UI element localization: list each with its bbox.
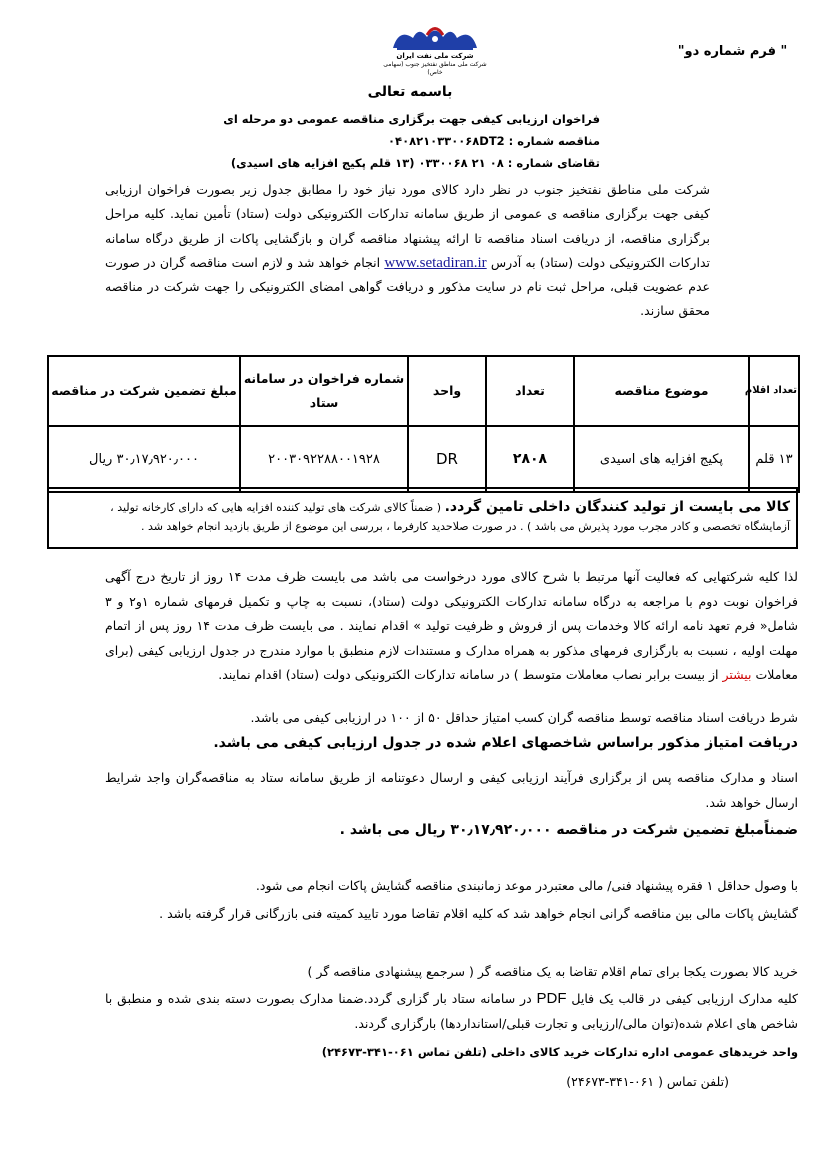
intro-paragraph: [105, 178, 710, 324]
company-logo: [380, 22, 490, 77]
bismillah-heading: باسمه تعالی: [367, 84, 453, 100]
domestic-supply-note: [47, 487, 798, 549]
paragraph-financial-opening: گشایش پاکات مالی بین مناقصه گرانی انجام خواهد شد که کلیه اقلام تقاضا مورد تایید کمیته فنی بازرگانی قرار گرفته باشد .: [159, 906, 798, 921]
cell-count-items: ۱۳ قلم: [749, 426, 799, 492]
table-header-row: [48, 356, 799, 426]
paragraph-opening: با وصول حداقل ۱ فقره پیشنهاد فنی/ مالی معتبردر موعد زمانبندی مناقصه گشایش پاکات انجام می شود.: [255, 878, 798, 893]
logo-company-name: شرکت ملی نفت ایران: [396, 52, 474, 60]
cell-guarantee: ۳۰٫۱۷٫۹۲۰٫۰۰۰ ریال: [48, 426, 240, 492]
nioc-emblem-icon: [389, 22, 481, 52]
cell-call-number: ۲۰۰۳۰۹۲۲۸۸۰۰۱۹۲۸: [240, 426, 408, 492]
paragraph-single-purchase: خرید کالا بصورت یکجا برای تمام اقلام تقاضا به یک مناقصه گر ( سرجمع پیشنهادی مناقصه گر ): [307, 964, 798, 979]
tender-table: [47, 355, 800, 493]
cell-unit: DR: [408, 426, 486, 492]
header-call-number: شماره فراخوان در سامانه ستاد: [240, 356, 408, 426]
paragraph-eligibility: [105, 565, 798, 688]
setadiran-link[interactable]: www.setadiran.ir: [384, 254, 487, 271]
intro-text-part1: شرکت ملی مناطق نفتخیز جنوب در نظر دارد کالای مورد نیاز خود را مطابق جدول زیر بصورت فراخوان ارزیابی کیفی جهت برگزاری مناقصه ی عمومی از طریق سامانه تدارکات الکترونیکی دولت (ستاد) تأمین نماید. کلیه مراحل برگزاری مناقصه، از دریافت اسناد مناقصه تا ارائه پیشنهاد مناقصه گران و بازگشایی پاکات از طریق درگاه سامانه تدارکات الکترونیکی دولت (ستاد) به آدرس: [105, 182, 710, 270]
note-line-1: [50, 499, 790, 516]
header-subject: موضوع مناقصه: [574, 356, 749, 426]
tender-number: مناقصه شماره : ۰۴۰۸۲۱۰۳۳۰۰۶۸DT2: [388, 134, 600, 148]
contact-phone: (تلفن تماس ( ۰۶۱-۳۴۱-۲۴۶۷۳): [566, 1074, 729, 1089]
pdf-label: PDF: [536, 990, 567, 1007]
paragraph-guarantee-amount: ضمناًمبلغ تضمین شرکت در مناقصه ۳۰٫۱۷٫۹۲۰٫۰۰۰ ریال می باشد .: [339, 822, 798, 838]
form-number: " فرم شماره دو": [677, 44, 788, 59]
contact-unit: واحد خریدهای عمومی اداره تدارکات خرید کالای داخلی (تلفن تماس ۰۶۱-۳۴۱-۲۴۶۷۳): [321, 1045, 798, 1059]
note-line1-rest: ( ضمناً کالای شرکت های تولید کننده افزایه هایی که دارای کارخانه تولید ،: [110, 501, 442, 514]
paragraph-min-score: شرط دریافت اسناد مناقصه توسط مناقصه گران کسب امتیاز حداقل ۵۰ از ۱۰۰ در ارزیابی کیفی می باشد.: [250, 710, 798, 725]
paragraph-score-basis: دریافت امتیاز مذکور براساس شاخصهای اعلام شده در جدول ارزیابی کیفی می باشد.: [213, 735, 798, 751]
eligibility-text-b: از بیست برابر نصاب معاملات متوسط ) در سامانه تدارکات الکترونیکی دولت (ستاد) اقدام نمایند.: [218, 667, 719, 682]
cell-quantity: ۲۸۰۸: [486, 426, 574, 492]
request-number: تقاضای شماره : ۰۸ ۲۱ ۰۳۳۰۰۶۸ (۱۳ قلم پکیج افزایه های اسیدی): [230, 156, 600, 170]
paragraph-documents: اسناد و مدارک مناقصه پس از برگزاری فرآیند ارزیابی کیفی و ارسال دعوتنامه از طریق سامانه ستاد به مناقصه‌گران واجد شرایط ارسال خواهد شد.: [105, 770, 798, 810]
logo-subsidiary-name: شرکت ملی مناطق نفتخیز جنوب (سهامی خاص): [383, 61, 487, 76]
pdf-text-b: در سامانه ستاد بار گزاری گردد.ضمنا مدارک بصورت دسته بندی شده و منطبق با شاخص های اعلام شده(توان مالی/ارزیابی و تجارت قبلی/استانداردها) بارگزاری گردند.: [105, 991, 798, 1031]
pdf-text-a: کلیه مدارک ارزیابی کیفی در قالب یک فایل: [571, 991, 798, 1006]
call-title: فراخوان ارزیابی کیفی جهت برگزاری مناقصه عمومی دو مرحله ای: [223, 112, 600, 126]
header-unit: واحد: [408, 356, 486, 426]
note-bold: کالا می بایست از تولید کنندگان داخلی تامین گردد.: [444, 499, 790, 515]
intro-text-part2: انجام خواهد شد و لازم است مناقصه گران در صورت عدم عضویت قبلی، مراحل ثبت نام در سایت مذکور و دریافت گواهی امضای الکترونیکی را جهت شرکت در مناقصه محقق سازند.: [105, 254, 710, 319]
note-line-2: آزمایشگاه تخصصی و کادر مجرب مورد پذیرش می باشد ) . در صورت صلاحدید کارفرما ، بررسی این موضوع از طریق بازدید انجام خواهد شد .: [140, 520, 790, 533]
paragraph-pdf-upload: [105, 987, 798, 1036]
table-row: [48, 426, 799, 492]
cell-subject: پکیج افزایه های اسیدی: [574, 426, 749, 492]
header-quantity: تعداد: [486, 356, 574, 426]
eligibility-highlight: بیشتر: [722, 667, 752, 682]
eligibility-text-a: لذا کلیه شرکتهایی که فعالیت آنها مرتبط با شرح کالای مورد درخواست می باشد می بایست ظرف مدت ۱۴ روز از تاریخ درج آگهی فراخوان نوبت دوم با مراجعه به درگاه سامانه تدارکات الکترونیکی دولت (ستاد)، نسبت به چاپ و تکمیل فرمهای شماره ۱و۲ و ۳ شامل« فرم تعهد نامه ارائه کالا وخدمات پس از فروش و ظرفیت تولید » اقدام نمایند . می بایست ظرف مدت ۱۴ روز پس از اتمام مهلت اولیه ، نسبت به بارگزاری فرمهای مذکور به همراه مدارک و مستندات لازم منطبق با موارد مندرج در جدول ارزیابی کیفی (برای معاملات: [105, 569, 799, 682]
header-guarantee: مبلغ تضمین شرکت در مناقصه: [48, 356, 240, 426]
header-count-items: تعداد اقلام: [749, 356, 799, 426]
